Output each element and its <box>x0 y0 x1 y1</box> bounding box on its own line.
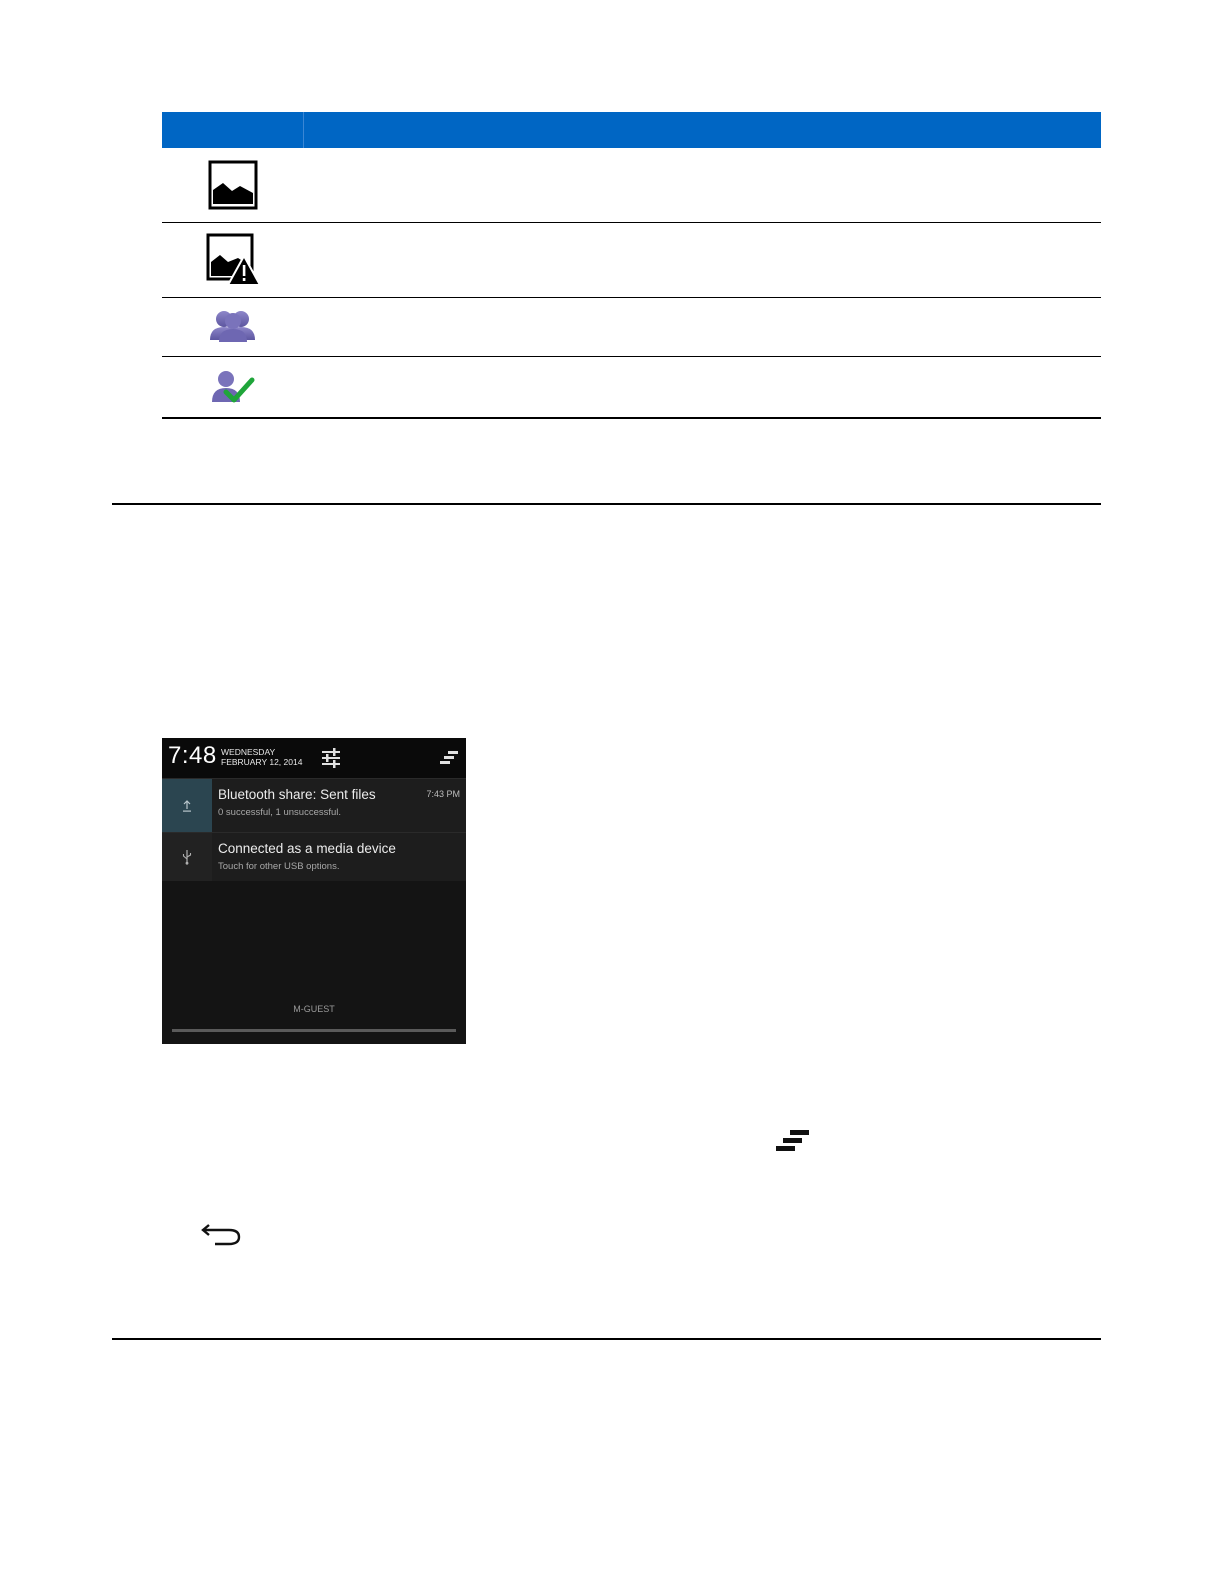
section-divider <box>112 1338 1101 1340</box>
notification-bluetooth-share[interactable] <box>162 778 466 832</box>
header-icon-column <box>162 112 304 148</box>
notification-usb-connected[interactable] <box>162 832 466 881</box>
section-divider <box>112 503 1101 505</box>
notification-subtitle: Touch for other USB options. <box>218 861 340 872</box>
contact-check-icon <box>162 368 303 406</box>
contacts-group-icon <box>162 308 303 346</box>
back-icon <box>199 1222 243 1248</box>
table-header <box>162 112 1101 148</box>
header-description-column <box>304 112 1101 148</box>
shade-day: WEDNESDAY <box>221 747 276 757</box>
notification-title: Bluetooth share: Sent files <box>218 787 376 802</box>
clear-all-icon[interactable] <box>439 750 459 766</box>
image-warning-icon <box>162 232 303 288</box>
usb-icon <box>162 833 212 881</box>
shade-date: FEBRUARY 12, 2014 <box>221 757 303 767</box>
notification-shade <box>162 738 466 1044</box>
notification-time: 7:43 PM <box>426 789 460 799</box>
notification-subtitle: 0 successful, 1 unsuccessful. <box>218 807 342 818</box>
shade-time: 7:48 <box>168 742 217 769</box>
image-icon <box>162 160 303 210</box>
table-row <box>162 357 1101 419</box>
shade-drag-handle[interactable] <box>172 1029 456 1032</box>
shade-header <box>162 738 466 778</box>
table-row <box>162 223 1101 298</box>
clear-all-icon <box>774 1128 812 1154</box>
table-row <box>162 298 1101 357</box>
settings-sliders-icon[interactable] <box>320 747 342 769</box>
upload-icon <box>162 779 212 832</box>
notification-title: Connected as a media device <box>218 841 396 856</box>
icon-table <box>162 112 1101 419</box>
table-row <box>162 148 1101 223</box>
carrier-label: M-GUEST <box>293 1004 335 1014</box>
